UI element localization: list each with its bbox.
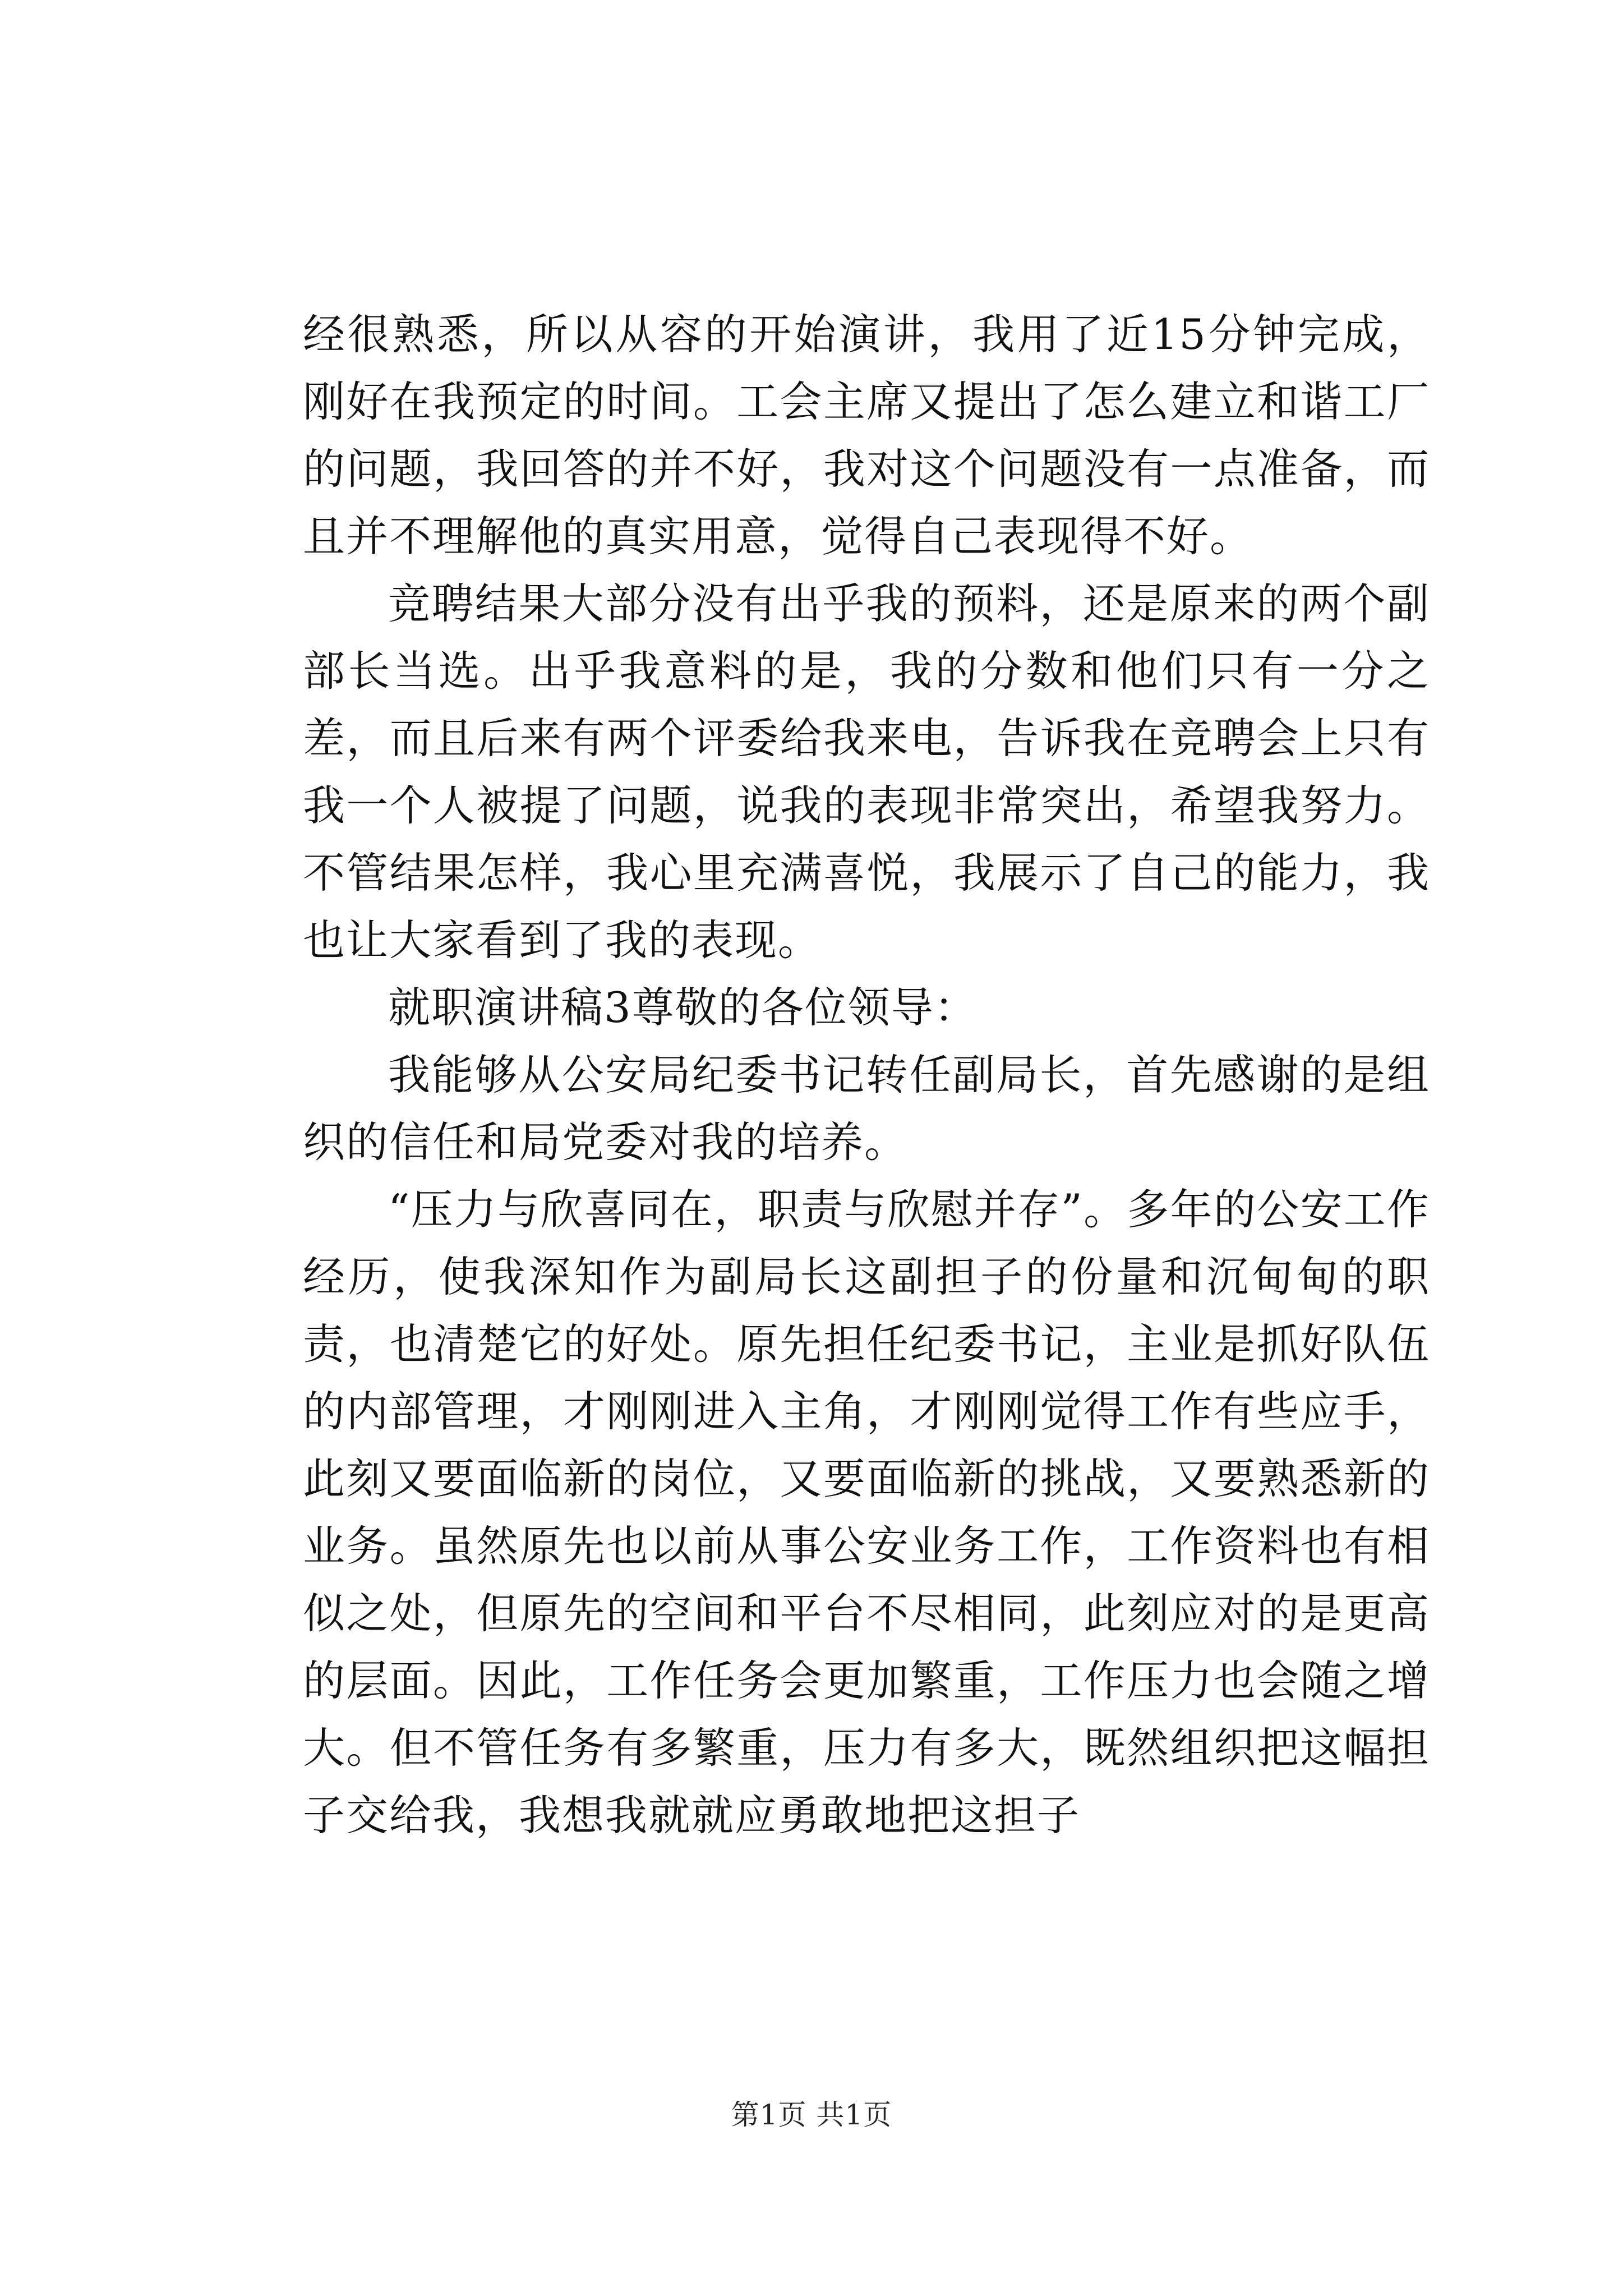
document-body [303, 301, 1430, 1849]
page-footer [0, 2098, 1623, 2132]
page-number-label: 第1页 共1页 [731, 2099, 892, 2131]
paragraph-gratitude: 我能够从公安局纪委书记转任副局长，首先感谢的是组织的信任和局党委对我的培养。 [303, 1050, 1430, 1167]
paragraph-competition-result: 竞聘结果大部分没有出乎我的预料，还是原来的两个副部长当选。出乎我意料的是，我的分数和他们只有一分之差，而且后来有两个评委给我来电，告诉我在竞聘会上只有我一个人被提了问题，说我的表现非常突出，希望我努力。不管结果怎样，我心里充满喜悦，我展示了自己的能力，我也让大家看到了我的表现。 [303, 579, 1430, 965]
paragraph-speech-heading: 就职演讲稿3尊敬的各位领导： [388, 983, 978, 1032]
paragraph-continuation: 经很熟悉，所以从容的开始演讲，我用了近15分钟完成，刚好在我预定的时间。工会主席又提出了怎么建立和谐工厂的问题，我回答的并不好，我对这个问题没有一点准备，而且并不理解他的真实用意，觉得自己表现得不好。 [303, 310, 1430, 561]
paragraph-pressure-and-duty: “压力与欣喜同在，职责与欣慰并存”。多年的公安工作经历，使我深知作为副局长这副担子的份量和沉甸甸的职责，也清楚它的好处。原先担任纪委书记，主业是抓好队伍的内部管理，才刚刚进入主角，才刚刚觉得工作有些应手，此刻又要面临新的岗位，又要面临新的挑战，又要熟悉新的业务。虽然原先也以前从事公安业务工作，工作资料也有相似之处，但原先的空间和平台不尽相同，此刻应对的是更高的层面。因此，工作任务会更加繁重，工作压力也会随之增大。但不管任务有多繁重，压力有多大，既然组织把这幅担子交给我，我想我就就应勇敢地把这担子 [303, 1185, 1430, 1840]
